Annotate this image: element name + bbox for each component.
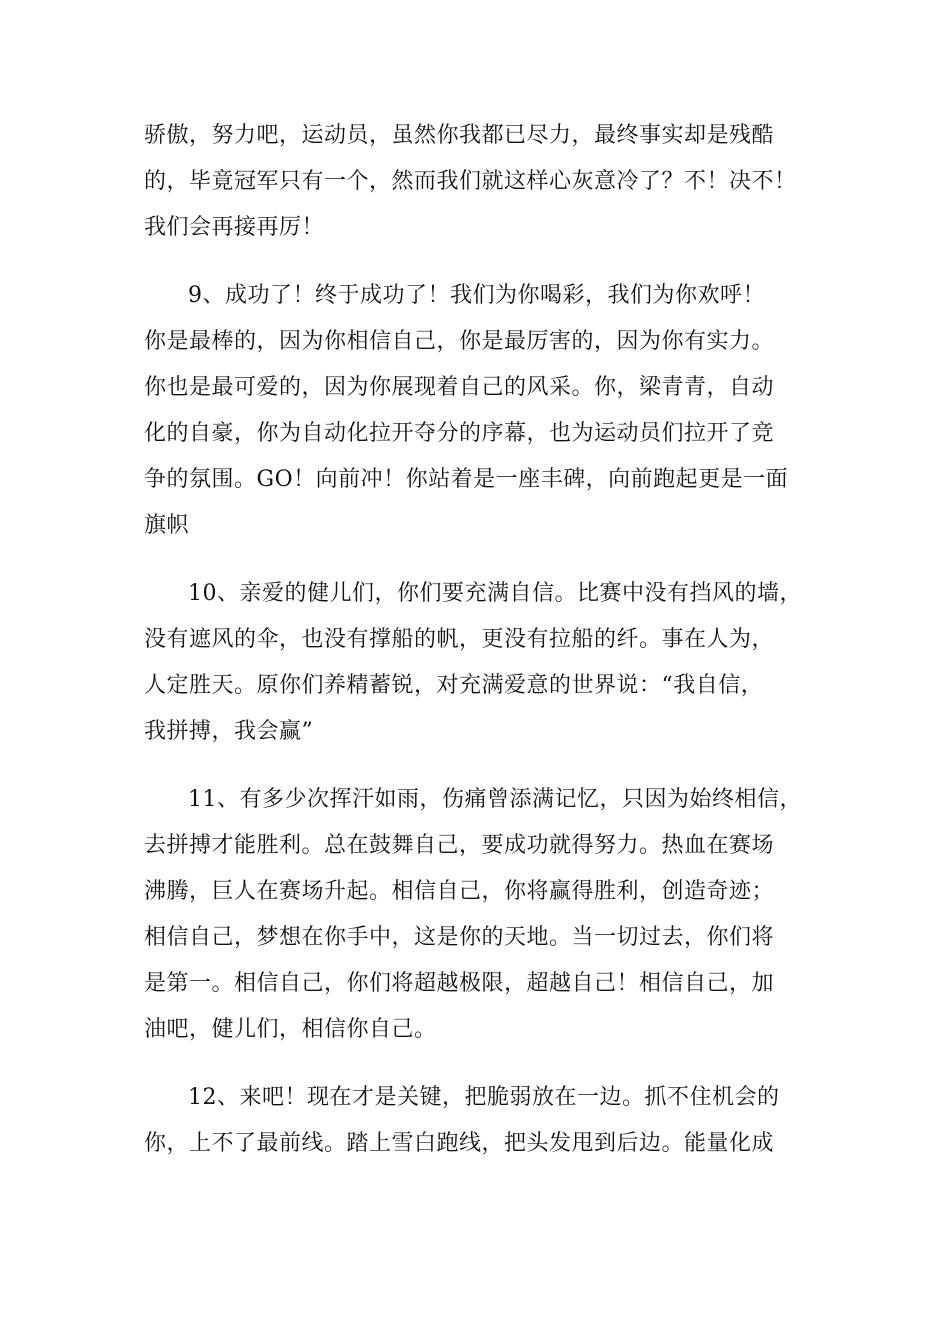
text-line: 的，毕竟冠军只有一个，然而我们就这样心灰意冷了？不！决不！ xyxy=(144,169,797,194)
paragraph-12 xyxy=(144,1075,808,1167)
text-line: 骄傲，努力吧，运动员，虽然你我都已尽力，最终事实却是残酷 xyxy=(144,123,775,148)
text-line: 9、成功了！终于成功了！我们为你喝彩，我们为你欢呼！ xyxy=(188,283,765,308)
paragraph-11 xyxy=(144,777,808,1053)
text-line: 油吧，健儿们，相信你自己。 xyxy=(144,1017,437,1042)
paragraph-10 xyxy=(144,571,808,755)
document-body xyxy=(144,113,808,1189)
text-line: 化的自豪，你为自动化拉开夺分的序幕，也为运动员们拉开了竞 xyxy=(144,421,775,446)
text-line: 人定胜天。原你们养精蓄锐，对充满爱意的世界说：“我自信， xyxy=(144,673,764,698)
paragraph-continuation xyxy=(144,113,808,251)
text-line: 10、亲爱的健儿们，你们要充满自信。比赛中没有挡风的墙， xyxy=(188,581,802,606)
paragraph-9 xyxy=(144,273,808,549)
text-line: 是第一。相信自己，你们将超越极限，超越自己！相信自己，加 xyxy=(144,971,775,996)
text-line: 我们会再接再厉！ xyxy=(144,215,325,240)
text-line: 没有遮风的伞，也没有撑船的帆，更没有拉船的纤。事在人为， xyxy=(144,627,775,652)
text-line: 你是最棒的，因为你相信自己，你是最厉害的，因为你有实力。 xyxy=(144,329,775,354)
text-line: 你也是最可爱的，因为你展现着自己的风采。你，梁青青，自动 xyxy=(144,375,775,400)
text-line: 11、有多少次挥汗如雨，伤痛曾添满记忆，只因为始终相信， xyxy=(188,787,802,812)
text-line: 去拼搏才能胜利。总在鼓舞自己，要成功就得努力。热血在赛场 xyxy=(144,833,775,858)
text-line: 你，上不了最前线。踏上雪白跑线，把头发甩到后边。能量化成 xyxy=(144,1131,775,1156)
text-line: 12、来吧！现在才是关键，把脆弱放在一边。抓不住机会的 xyxy=(188,1085,780,1110)
text-line: 争的氛围。GO！向前冲！你站着是一座丰碑，向前跑起更是一面 xyxy=(144,467,789,492)
text-line: 相信自己，梦想在你手中，这是你的天地。当一切过去，你们将 xyxy=(144,925,775,950)
text-line: 我拼搏，我会赢” xyxy=(144,719,314,744)
text-line: 旗帜 xyxy=(144,513,190,538)
text-line: 沸腾，巨人在赛场升起。相信自己，你将赢得胜利，创造奇迹； xyxy=(144,879,775,904)
